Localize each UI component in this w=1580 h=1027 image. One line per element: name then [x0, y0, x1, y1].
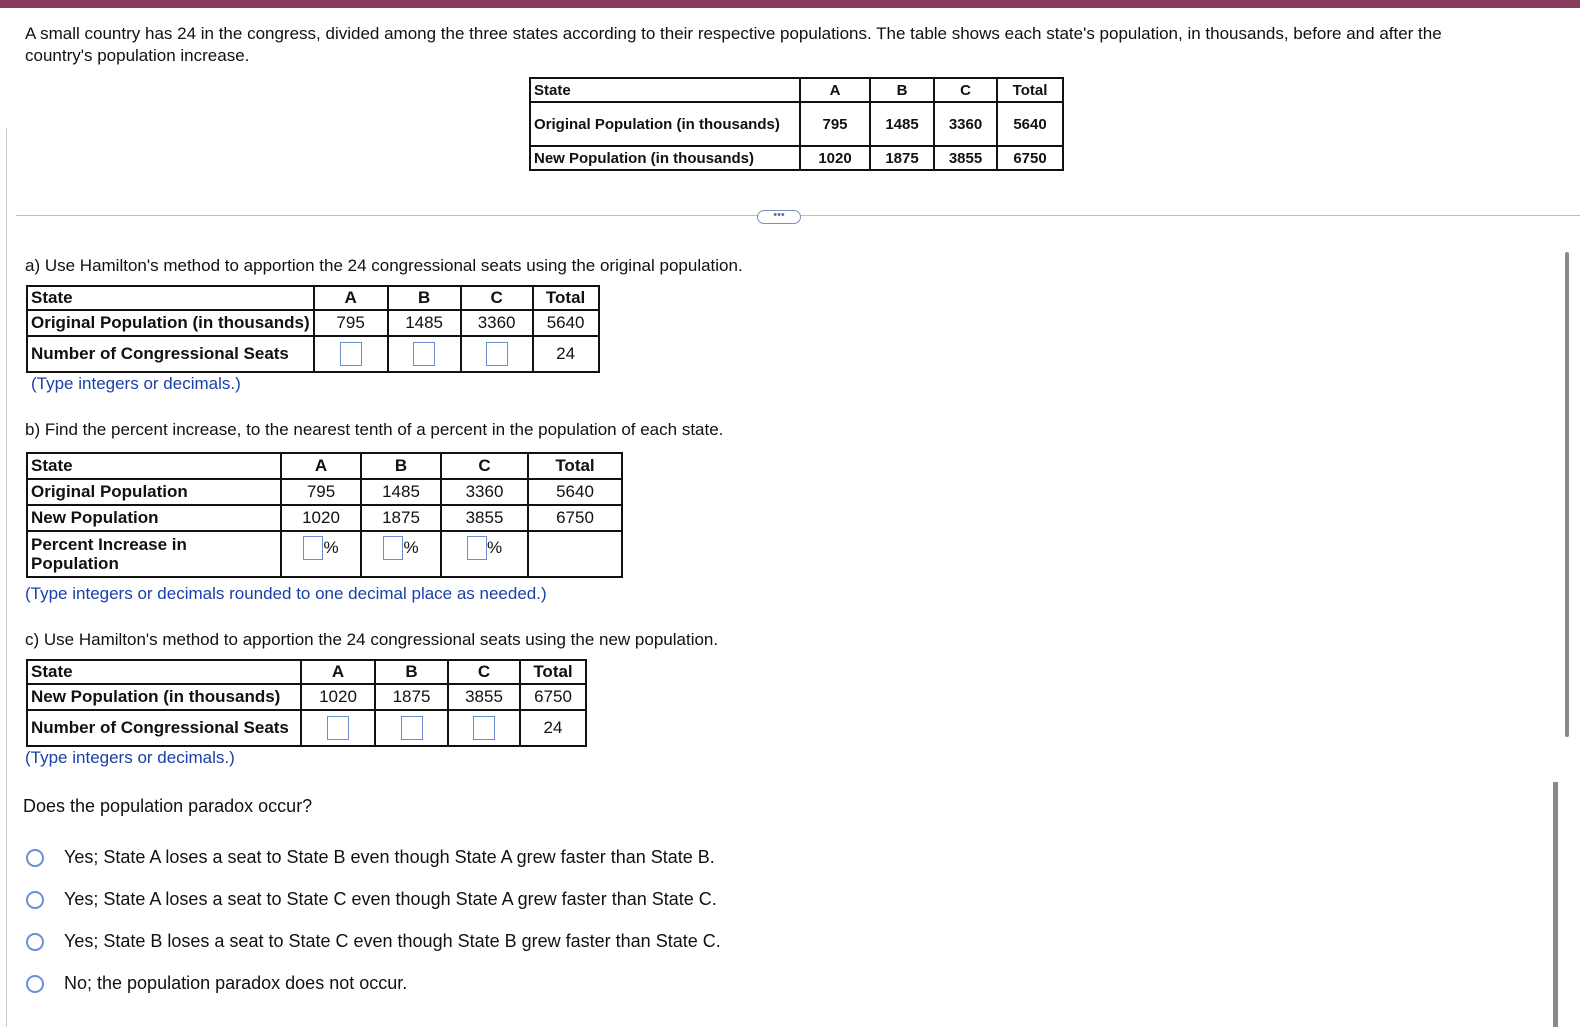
cell: 1485: [361, 479, 441, 505]
cell: [375, 710, 448, 746]
row-percent-label: Percent Increase in Population: [27, 531, 281, 577]
row-original-label: Original Population (in thousands): [530, 102, 800, 146]
header-c: C: [448, 660, 520, 684]
radio-button[interactable]: [26, 849, 44, 867]
part-b-hint: (Type integers or decimals rounded to one decimal place as needed.): [25, 584, 547, 603]
cell-empty: [528, 531, 622, 577]
header-b: B: [361, 453, 441, 479]
header-total: Total: [533, 286, 599, 310]
percent-a-input[interactable]: [303, 536, 323, 560]
radio-button[interactable]: [26, 933, 44, 951]
percent-sign: %: [403, 538, 419, 557]
cell: 795: [800, 102, 870, 146]
option-label: Yes; State A loses a seat to State B even though State A grew faster than State B.: [64, 847, 715, 867]
cell: 1875: [375, 684, 448, 710]
seats-total: 24: [520, 710, 586, 746]
problem-intro: A small country has 24 in the congress, divided among the three states according to their respective populations. The table shows each state's population, in thousands, before and after the country's population increase.: [25, 24, 1442, 65]
header-c: C: [934, 78, 997, 102]
percent-c-input[interactable]: [467, 536, 487, 560]
top-accent-bar: [0, 0, 1580, 8]
paradox-question: Does the population paradox occur?: [23, 796, 313, 816]
cell: 1020: [800, 146, 870, 170]
cell: 3855: [448, 684, 520, 710]
header-b: B: [388, 286, 461, 310]
row-seats-label: Number of Congressional Seats: [27, 710, 301, 746]
percent-sign: %: [323, 538, 339, 557]
scrollbar-thumb[interactable]: [1565, 252, 1569, 737]
option-label: Yes; State A loses a seat to State C even though State A grew faster than State C.: [64, 889, 717, 909]
new-seats-b-input[interactable]: [401, 716, 423, 740]
row-new-label: New Population (in thousands): [27, 684, 301, 710]
part-c-hint: (Type integers or decimals.): [25, 748, 235, 767]
part-c-question: c) Use Hamilton's method to apportion the 24 congressional seats using the new population.: [25, 630, 719, 649]
header-a: A: [800, 78, 870, 102]
cell: 795: [281, 479, 361, 505]
part-a-table: [26, 285, 600, 373]
cell: 795: [314, 310, 388, 336]
header-a: A: [301, 660, 375, 684]
header-c: C: [461, 286, 533, 310]
seats-b-input[interactable]: [413, 342, 435, 366]
cell: [441, 531, 528, 577]
option-4[interactable]: [26, 973, 407, 994]
cell: [461, 336, 533, 372]
option-2[interactable]: [26, 889, 717, 910]
cell: 3855: [934, 146, 997, 170]
part-c-table: [26, 659, 587, 747]
header-b: B: [375, 660, 448, 684]
header-state: State: [530, 78, 800, 102]
option-1[interactable]: [26, 847, 715, 868]
option-label: No; the population paradox does not occur.: [64, 973, 408, 993]
left-border-line: [6, 128, 7, 1027]
header-a: A: [314, 286, 388, 310]
cell: 3360: [461, 310, 533, 336]
cell: 6750: [520, 684, 586, 710]
cell: 1020: [281, 505, 361, 531]
row-seats-label: Number of Congressional Seats: [27, 336, 314, 372]
row-original-label: Original Population (in thousands): [27, 310, 314, 336]
cell: 1020: [301, 684, 375, 710]
population-data-table: [529, 77, 1064, 171]
cell: 5640: [997, 102, 1063, 146]
option-label: Yes; State B loses a seat to State C even though State B grew faster than State C.: [64, 931, 721, 951]
option-3[interactable]: [26, 931, 721, 952]
new-seats-a-input[interactable]: [327, 716, 349, 740]
cell: 1485: [870, 102, 934, 146]
header-state: State: [27, 660, 301, 684]
part-a-question: a) Use Hamilton's method to apportion the 24 congressional seats using the original population.: [25, 256, 743, 275]
expand-more-button[interactable]: •••: [757, 210, 801, 224]
part-b-table: [26, 452, 623, 578]
cell: 1875: [361, 505, 441, 531]
header-total: Total: [997, 78, 1063, 102]
row-original-label: Original Population: [27, 479, 281, 505]
cell: [281, 531, 361, 577]
part-a-hint: (Type integers or decimals.): [31, 374, 241, 393]
header-total: Total: [528, 453, 622, 479]
header-state: State: [27, 286, 314, 310]
cell: [361, 531, 441, 577]
cell: 5640: [528, 479, 622, 505]
radio-button[interactable]: [26, 891, 44, 909]
cell: 3360: [934, 102, 997, 146]
scrollbar-thumb[interactable]: [1553, 782, 1558, 1027]
seats-total: 24: [533, 336, 599, 372]
cell: [301, 710, 375, 746]
cell: 1485: [388, 310, 461, 336]
percent-b-input[interactable]: [383, 536, 403, 560]
seats-c-input[interactable]: [486, 342, 508, 366]
header-a: A: [281, 453, 361, 479]
header-c: C: [441, 453, 528, 479]
radio-button[interactable]: [26, 975, 44, 993]
header-state: State: [27, 453, 281, 479]
new-seats-c-input[interactable]: [473, 716, 495, 740]
cell: 3360: [441, 479, 528, 505]
part-b-question: b) Find the percent increase, to the nearest tenth of a percent in the population of each state.: [25, 420, 724, 439]
cell: 6750: [528, 505, 622, 531]
cell: 3855: [441, 505, 528, 531]
row-new-label: New Population (in thousands): [530, 146, 800, 170]
cell: 6750: [997, 146, 1063, 170]
cell: [448, 710, 520, 746]
header-total: Total: [520, 660, 586, 684]
header-b: B: [870, 78, 934, 102]
cell: [314, 336, 388, 372]
cell: 1875: [870, 146, 934, 170]
cell: 5640: [533, 310, 599, 336]
cell: [388, 336, 461, 372]
seats-a-input[interactable]: [340, 342, 362, 366]
percent-sign: %: [486, 538, 503, 557]
row-new-label: New Population: [27, 505, 281, 531]
